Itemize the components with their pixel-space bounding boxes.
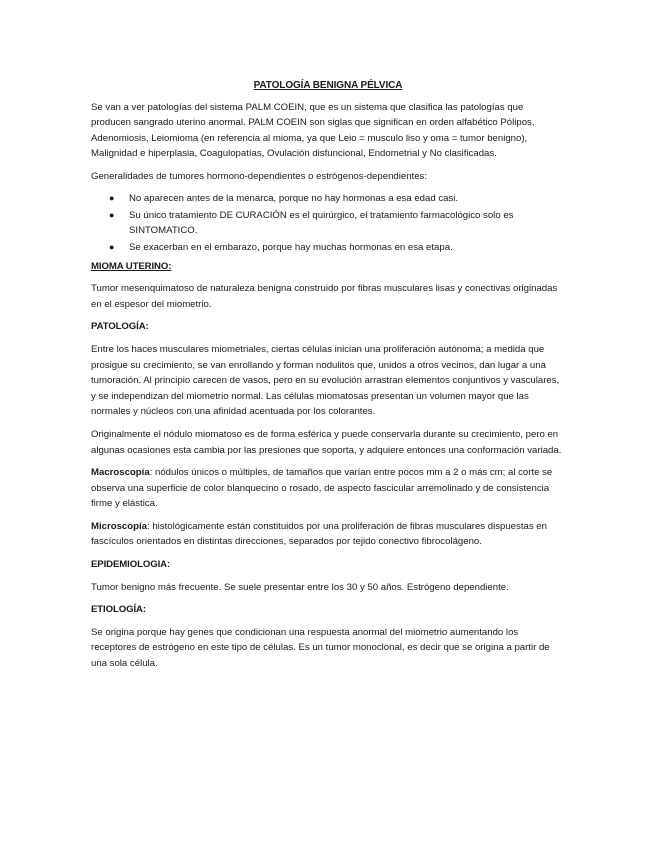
epidemiologia-paragraph: Tumor benigno más frecuente. Se suele presentar entre los 30 y 50 años. Estrógeno dependiente. [91, 581, 509, 593]
intro-paragraph: Se van a ver patologías del sistema PALM COEIN, que es un sistema que clasifica las patologías que producen sangrado uterino anormal. PALM COEIN son siglas que significan en orden alfabético Pólipos, Adenomiosis, Leiomioma (en referencia al mioma, ya que Leio = musculo liso y oma = tumor benigno), Malignidad e hiperplasia, Coagulopatías, Ovulación disfuncional, Endometrial y No clasificadas. [91, 101, 535, 160]
generalidades-paragraph: Generalidades de tumores hormono-dependientes o estrógenos-dependientes: [91, 170, 428, 182]
macroscopia-text: : nódulos únicos o múltiples, de tamaños que varían entre pocos mm a 2 o más cm; al corte se observa una superficie de color blanquecino o rosado, de aspecto fascicular arremolinado y de consistencia firme y elástica. [91, 467, 553, 510]
microscopia-text: : histológicamente están constituidos por una proliferación de fibras musculares dispuestas en fascículos orientados en distintas direcciones, separados por tejido conectivo fibrocolágeno. [91, 520, 547, 548]
etiologia-paragraph: Se origina porque hay genes que condicionan una respuesta anormal del miometrio aumentando los receptores de estrógeno en este tipo de células. Es un tumor monoclonal, es decir que se origina a partir de una sola célula. [91, 626, 550, 670]
patologia-paragraph-1: Entre los haces musculares miometriales, ciertas células inician una proliferación autónoma; a medida que prosigue su crecimiento, se van enrollando y forman nodulitos que, unidos a otros vecinos, dan lugar a una tumoración. Al principio carecen de vasos, pero en su evolución arrastran elementos conjuntivos y vasculares, y se independizan del miometrio normal. Las células miomatosas presentan un volumen mayor que las normales y núcleos con una afinidad acentuada por los colorantes. [91, 343, 560, 418]
document-page [91, 78, 565, 679]
list-item-text: Su único tratamiento DE CURACIÓN es el quirúrgico, el tratamiento farmacológico solo es SINTOMATICO. [129, 209, 514, 236]
list-item-text: No aparecen antes de la menarca, porque no hay hormonas a esa edad casi. [129, 192, 459, 204]
macroscopia-label: Macroscopía [91, 467, 150, 479]
bullet-icon: ● [109, 241, 115, 252]
list-item [109, 191, 565, 206]
list-item [109, 240, 565, 255]
document-title: PATOLOGÍA BENIGNA PÉLVICA [253, 80, 403, 91]
patologia-paragraph-2: Originalmente el nódulo miomatoso es de forma esférica y puede conservarla durante su crecimiento, pero en algunas ocasiones esta cambia por las presiones que soporta, y adquiere entonces una conformación variada. [91, 428, 562, 456]
patologia-heading: PATOLOGÍA: [91, 321, 149, 333]
bullet-icon: ● [109, 192, 115, 203]
mioma-paragraph: Tumor mesenquimatoso de naturaleza benigna construido por fibras musculares lisas y conectivas originadas en el espesor del miometrio. [91, 283, 558, 310]
microscopia-paragraph [91, 519, 565, 550]
mioma-heading: MIOMA UTERINO: [91, 260, 172, 272]
bullet-icon: ● [109, 209, 115, 220]
macroscopia-paragraph [91, 465, 565, 512]
epidemiologia-heading: EPIDEMIOLOGIA: [91, 559, 171, 571]
list-item-text: Se exacerban en el embarazo, porque hay muchas hormonas en esa etapa. [129, 241, 453, 253]
microscopia-label: Microscopía [91, 520, 147, 532]
generalidades-list [91, 191, 565, 255]
etiologia-heading: ETIOLOGÍA: [91, 604, 146, 616]
list-item [109, 208, 565, 238]
